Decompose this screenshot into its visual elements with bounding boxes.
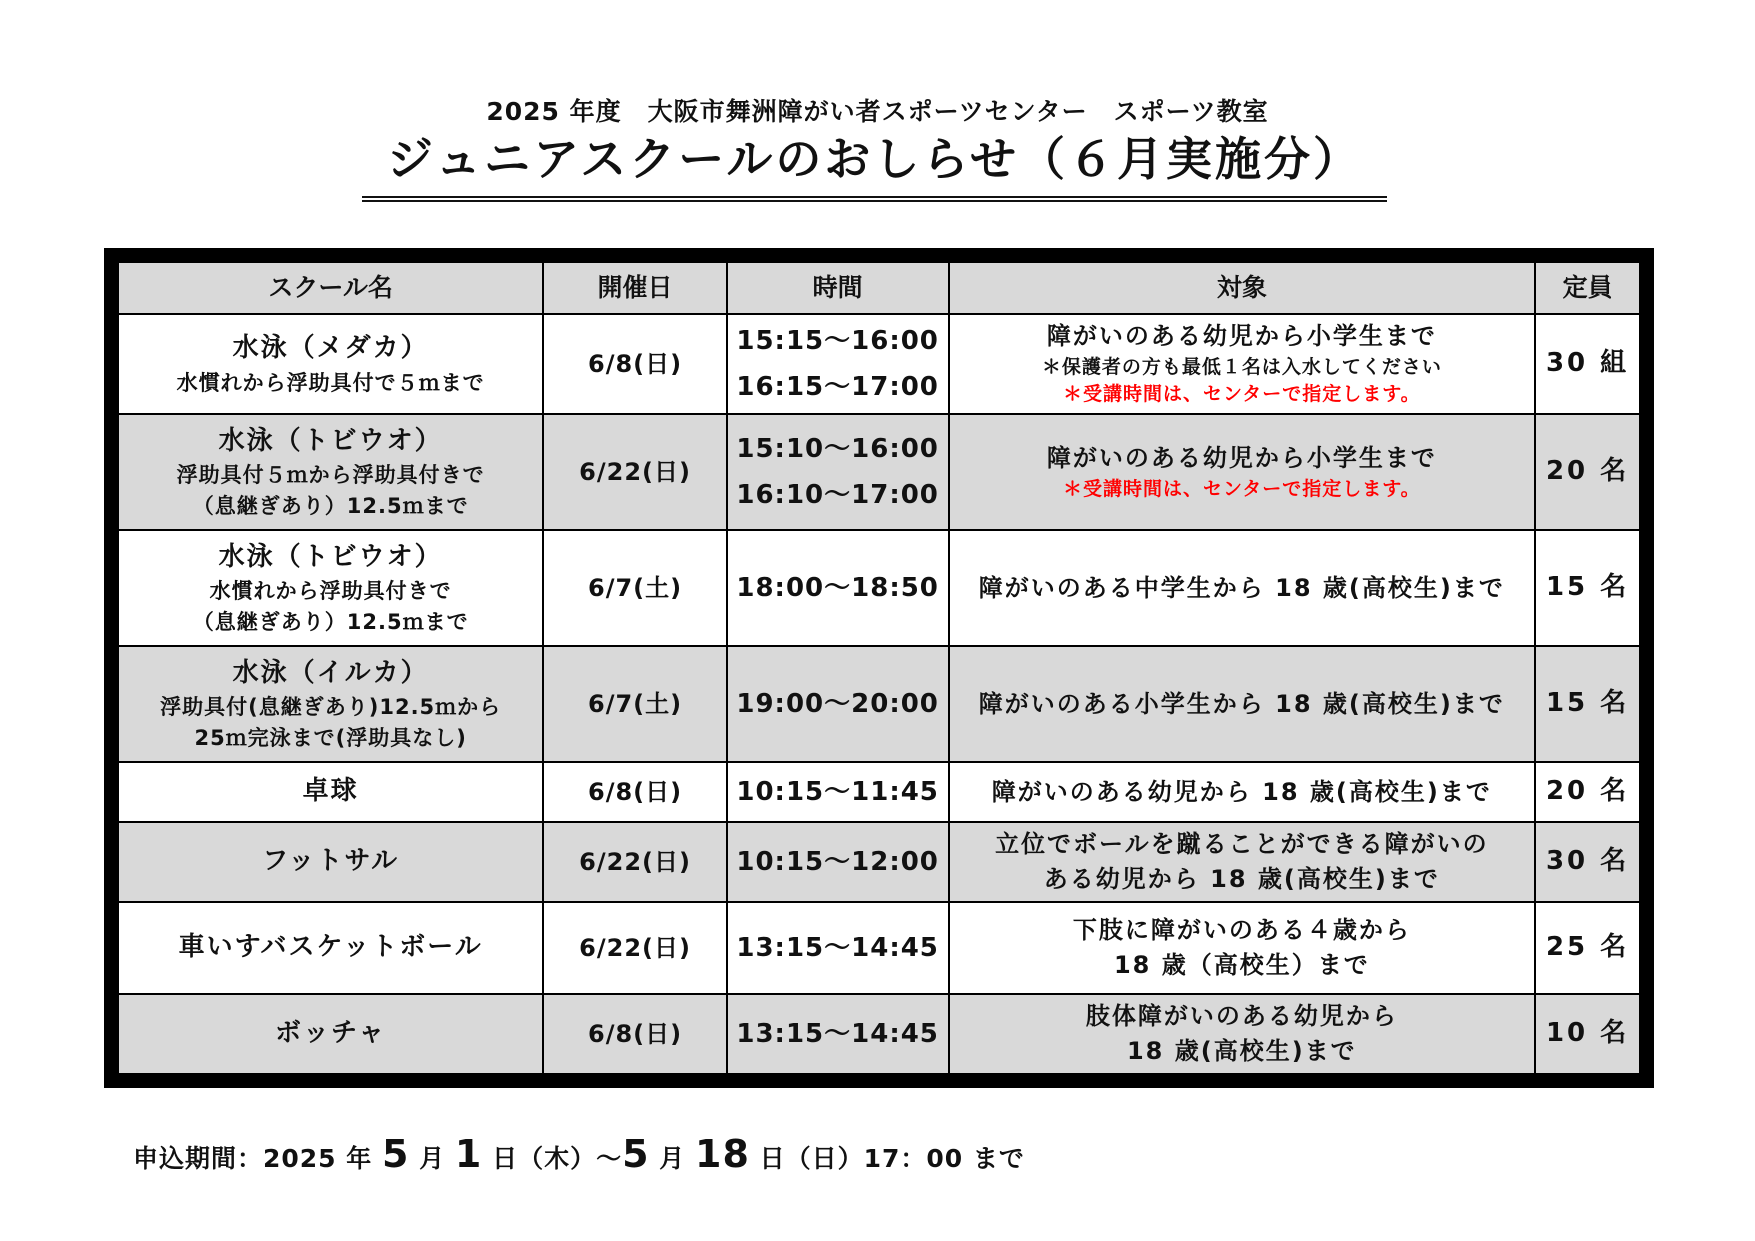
date-cell: 6/8(日) <box>543 762 726 822</box>
date-cell: 6/22(日) <box>543 414 726 530</box>
target-text-line2: 18 歳（高校生）まで <box>1113 951 1370 979</box>
target-cell <box>949 414 1536 530</box>
time-slot: 18:00～18:50 <box>736 573 939 603</box>
capacity-cell: 30 組 <box>1535 314 1640 414</box>
start-month: 5 <box>382 1132 410 1176</box>
date-cell: 6/7(土) <box>543 646 726 762</box>
end-day: 18 <box>695 1132 750 1176</box>
capacity-cell: 30 名 <box>1535 822 1640 902</box>
school-name-cell <box>118 902 543 994</box>
school-description: 水慣れから浮助具付で５ｍまで <box>176 370 485 395</box>
school-name-cell <box>118 646 543 762</box>
target-text: 肢体障がいのある幼児から <box>1085 1002 1398 1031</box>
school-description: （息継ぎあり）12.5ｍまで <box>192 493 469 518</box>
target-text-line2: 18 歳(高校生)まで <box>1126 1037 1357 1065</box>
school-description: （息継ぎあり）12.5ｍまで <box>192 609 469 634</box>
school-description: 浮助具付(息継ぎあり)12.5ｍから <box>160 695 502 720</box>
target-text: 障がいのある幼児から 18 歳(高校生)まで <box>991 777 1492 806</box>
table-row <box>118 314 1640 414</box>
school-description: 浮助具付５ｍから浮助具付きで <box>176 463 485 488</box>
table-row <box>118 530 1640 646</box>
time-slot: 15:10～16:00 <box>736 434 939 464</box>
month-label: 月 <box>419 1144 446 1173</box>
time-cell <box>727 530 949 646</box>
target-text: 下肢に障がいのある４歳から <box>1072 916 1411 945</box>
school-name: 水泳（トビウオ） <box>218 425 443 456</box>
target-text: 障がいのある幼児から小学生まで <box>1046 443 1437 472</box>
target-cell <box>949 902 1536 994</box>
school-name-cell <box>118 314 543 414</box>
schedule-table <box>117 261 1641 1075</box>
table-row <box>118 646 1640 762</box>
time-slot: 10:15～11:45 <box>736 777 939 807</box>
target-text: 立位でボールを蹴ることができる障がいの <box>995 830 1489 859</box>
table-row <box>118 902 1640 994</box>
school-name-cell <box>118 530 543 646</box>
target-warning: ＊受講時間は、センターで指定します。 <box>1062 477 1421 500</box>
date-cell: 6/7(土) <box>543 530 726 646</box>
application-period <box>133 1132 1025 1176</box>
capacity-cell: 20 名 <box>1535 414 1640 530</box>
target-cell <box>949 530 1536 646</box>
school-name: 車いすバスケットボール <box>178 932 483 963</box>
school-name-cell <box>118 822 543 902</box>
school-description: 25ｍ完泳まで(浮助具なし) <box>194 725 467 750</box>
table-row <box>118 414 1640 530</box>
time-cell <box>727 994 949 1074</box>
time-cell <box>727 902 949 994</box>
date-cell: 6/22(日) <box>543 822 726 902</box>
date-cell: 6/8(日) <box>543 994 726 1074</box>
school-name: 水泳（トビウオ） <box>218 541 443 572</box>
column-header-date: 開催日 <box>543 262 726 314</box>
table-row <box>118 822 1640 902</box>
start-day: 1 <box>454 1132 483 1176</box>
target-text: 障がいのある幼児から小学生まで <box>1046 322 1437 351</box>
target-text-line2: ある幼児から 18 歳(高校生)まで <box>1043 865 1440 893</box>
target-note: ＊保護者の方も最低１名は入水してください <box>1041 355 1442 378</box>
schedule-table-frame <box>104 248 1654 1088</box>
school-description: 水慣れから浮助具付きで <box>209 579 452 604</box>
school-name-cell <box>118 994 543 1074</box>
target-text: 障がいのある中学生から 18 歳(高校生)まで <box>978 573 1505 602</box>
application-middle: 日（木）～ <box>492 1144 623 1173</box>
school-name: 水泳（メダカ） <box>232 332 429 363</box>
application-prefix: 申込期間：2025 年 <box>133 1144 373 1173</box>
time-slot: 10:15～12:00 <box>736 847 939 877</box>
school-name: 水泳（イルカ） <box>232 657 429 688</box>
notice-title: ジュニアスクールのおしらせ（６月実施分） <box>387 132 1362 186</box>
table-header-row <box>118 262 1640 314</box>
end-month: 5 <box>622 1132 650 1176</box>
target-cell <box>949 314 1536 414</box>
application-suffix: 日（日）17：00 まで <box>759 1144 1025 1173</box>
time-cell <box>727 314 949 414</box>
target-cell <box>949 762 1536 822</box>
time-cell <box>727 822 949 902</box>
capacity-cell: 15 名 <box>1535 530 1640 646</box>
schedule-table-inner <box>111 255 1647 1081</box>
capacity-cell: 15 名 <box>1535 646 1640 762</box>
time-cell <box>727 762 949 822</box>
time-cell <box>727 646 949 762</box>
month-label: 月 <box>659 1144 686 1173</box>
target-cell <box>949 994 1536 1074</box>
time-cell <box>727 414 949 530</box>
target-cell <box>949 646 1536 762</box>
capacity-cell: 10 名 <box>1535 994 1640 1074</box>
school-name: 卓球 <box>302 776 359 807</box>
date-cell: 6/22(日) <box>543 902 726 994</box>
time-slot: 16:10～17:00 <box>736 480 939 510</box>
column-header-target: 対象 <box>949 262 1536 314</box>
notice-title-underline <box>362 128 1387 202</box>
time-slot: 13:15～14:45 <box>736 1019 939 1049</box>
time-slot: 15:15～16:00 <box>736 326 939 356</box>
school-name: フットサル <box>262 846 400 877</box>
table-row <box>118 762 1640 822</box>
column-header-capacity: 定員 <box>1535 262 1640 314</box>
date-cell: 6/8(日) <box>543 314 726 414</box>
school-name-cell <box>118 414 543 530</box>
target-warning: ＊受講時間は、センターで指定します。 <box>1062 383 1421 406</box>
time-slot: 13:15～14:45 <box>736 933 939 963</box>
table-row <box>118 994 1640 1074</box>
column-header-time: 時間 <box>727 262 949 314</box>
time-slot: 16:15～17:00 <box>736 372 939 402</box>
target-text: 障がいのある小学生から 18 歳(高校生)まで <box>978 689 1505 718</box>
capacity-cell: 25 名 <box>1535 902 1640 994</box>
notice-subtitle: 2025 年度 大阪市舞洲障がい者スポーツセンター スポーツ教室 <box>486 97 1269 126</box>
column-header-school-name: スクール名 <box>118 262 543 314</box>
capacity-cell: 20 名 <box>1535 762 1640 822</box>
target-cell <box>949 822 1536 902</box>
school-name-cell <box>118 762 543 822</box>
time-slot: 19:00～20:00 <box>736 689 939 719</box>
school-name: ボッチャ <box>275 1018 387 1049</box>
